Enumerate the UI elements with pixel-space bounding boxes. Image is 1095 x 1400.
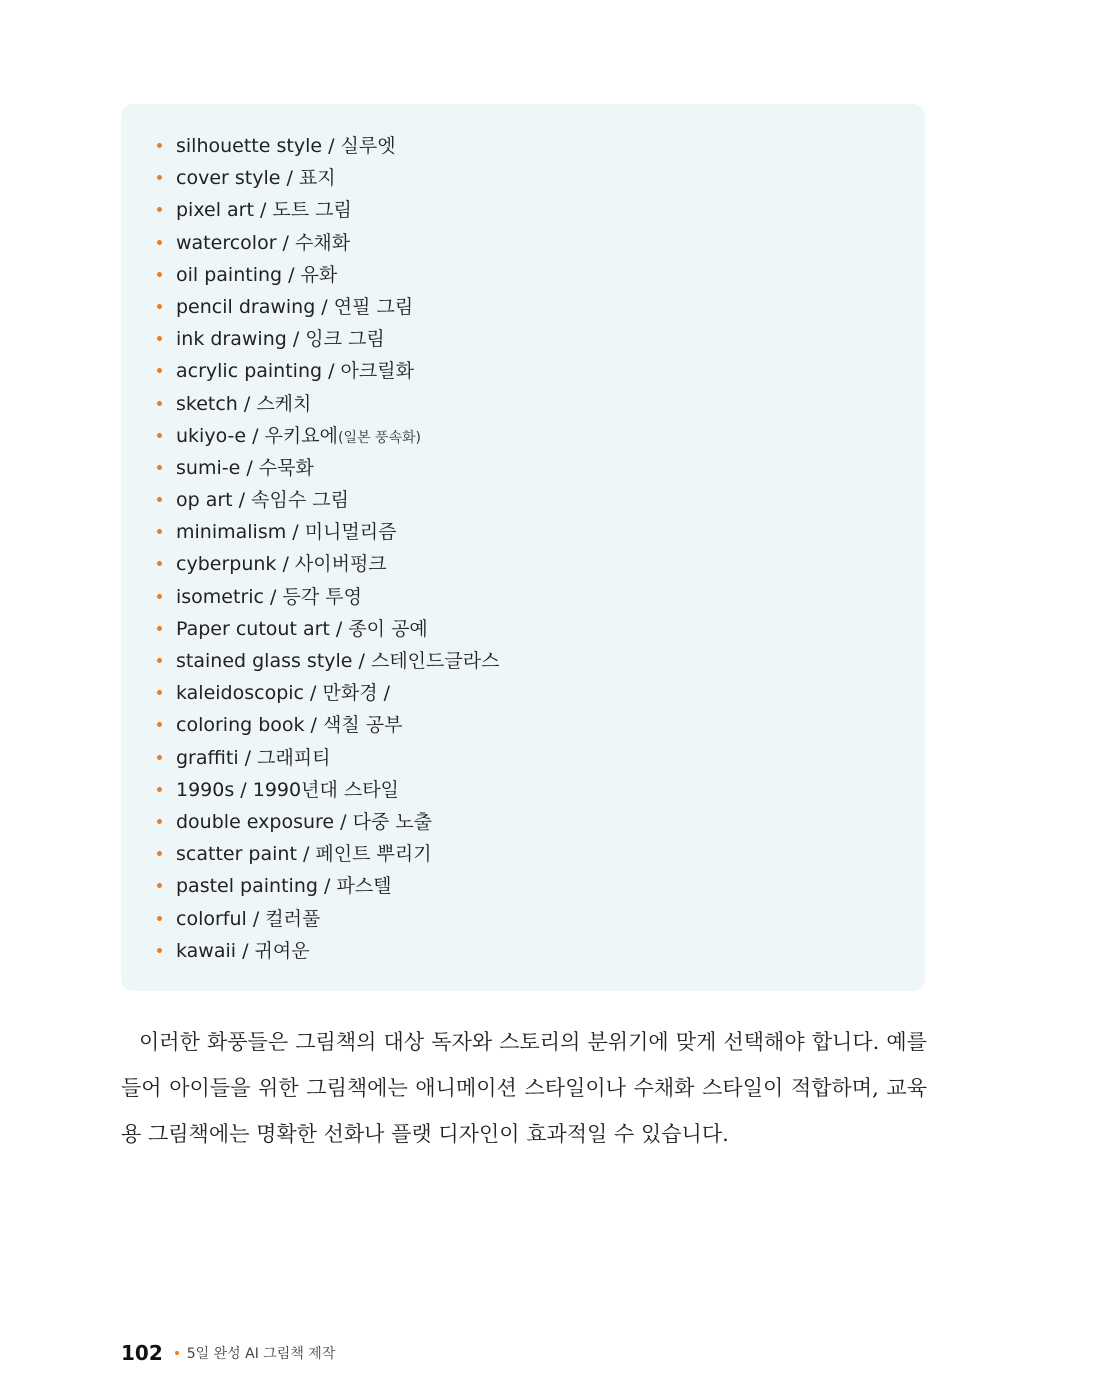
bullet-icon xyxy=(157,787,162,792)
list-item xyxy=(157,291,499,323)
list-item xyxy=(157,484,499,516)
bullet-icon xyxy=(157,368,162,373)
bullet-icon xyxy=(175,1351,179,1355)
list-item xyxy=(157,581,499,613)
list-item xyxy=(157,420,499,452)
bullet-icon xyxy=(157,175,162,180)
bullet-icon xyxy=(157,851,162,856)
bullet-icon xyxy=(157,819,162,824)
bullet-icon xyxy=(157,529,162,534)
bullet-icon xyxy=(157,594,162,599)
list-item-text: op art / 속임수 그림 xyxy=(176,489,349,512)
bullet-icon xyxy=(157,336,162,341)
list-item-text: oil painting / 유화 xyxy=(176,263,338,286)
list-item-text: colorful / 컬러풀 xyxy=(176,907,321,930)
list-item xyxy=(157,935,499,967)
list-item-text: ukiyo-e / 우키요에 xyxy=(176,424,338,447)
list-item xyxy=(157,516,499,548)
list-item-note: (일본 풍속화) xyxy=(338,429,421,446)
list-item xyxy=(157,870,499,902)
list-item xyxy=(157,130,499,162)
bullet-icon xyxy=(157,465,162,470)
list-item-text: ink drawing / 잉크 그림 xyxy=(176,328,385,351)
bullet-icon xyxy=(157,433,162,438)
list-item-text: watercolor / 수채화 xyxy=(176,231,351,254)
list-item-text: sketch / 스케치 xyxy=(176,392,312,415)
bullet-icon xyxy=(157,626,162,631)
list-item xyxy=(157,806,499,838)
list-item-text: kaleidoscopic / 만화경 / xyxy=(176,682,390,705)
list-item xyxy=(157,452,499,484)
bullet-icon xyxy=(157,916,162,921)
list-item xyxy=(157,227,499,259)
list-item xyxy=(157,677,499,709)
list-item-text: scatter paint / 페인트 뿌리기 xyxy=(176,843,432,866)
list-item xyxy=(157,355,499,387)
list-item xyxy=(157,613,499,645)
list-item-text: pencil drawing / 연필 그림 xyxy=(176,295,414,318)
list-item-text: sumi-e / 수묵화 xyxy=(176,456,314,479)
list-item-text: cyberpunk / 사이버펑크 xyxy=(176,553,387,576)
list-item xyxy=(157,548,499,580)
list-item-text: graffiti / 그래피티 xyxy=(176,746,331,769)
bullet-icon xyxy=(157,722,162,727)
list-item xyxy=(157,903,499,935)
bullet-icon xyxy=(157,240,162,245)
bullet-icon xyxy=(157,948,162,953)
bullet-icon xyxy=(157,883,162,888)
list-item-text: Paper cutout art / 종이 공예 xyxy=(176,617,428,640)
list-item xyxy=(157,774,499,806)
bullet-icon xyxy=(157,755,162,760)
list-item xyxy=(157,162,499,194)
body-paragraph: 이러한 화풍들은 그림책의 대상 독자와 스토리의 분위기에 맞게 선택해야 합니다. 예를 들어 아이들을 위한 그림책에는 애니메이션 스타일이나 수채화 스타일이 적합하며, 교육용 그림책에는 명확한 선화나 플랫 디자인이 효과적일 수 있습니다. xyxy=(121,1030,927,1146)
book-title: 5일 완성 AI 그림책 제작 xyxy=(186,1346,336,1362)
page-number: 102 xyxy=(121,1341,163,1365)
bullet-icon xyxy=(157,690,162,695)
bullet-icon xyxy=(157,304,162,309)
list-item-text: pastel painting / 파스텔 xyxy=(176,875,392,898)
bullet-icon xyxy=(157,561,162,566)
list-item-text: 1990s / 1990년대 스타일 xyxy=(176,778,399,801)
list-item-text: acrylic painting / 아크릴화 xyxy=(176,360,414,383)
list-item-text: silhouette style / 실루엣 xyxy=(176,135,396,157)
page-footer xyxy=(121,1341,335,1365)
bullet-icon xyxy=(157,497,162,502)
art-style-list-box xyxy=(121,104,925,991)
list-item xyxy=(157,742,499,774)
art-style-list xyxy=(157,130,499,967)
list-item-text: double exposure / 다중 노출 xyxy=(176,810,433,833)
bullet-icon xyxy=(157,401,162,406)
list-item xyxy=(157,259,499,291)
list-item-text: stained glass style / 스테인드글라스 xyxy=(176,650,500,672)
list-item xyxy=(157,194,499,226)
list-item-text: kawaii / 귀여운 xyxy=(176,939,310,962)
list-item-text: coloring book / 색칠 공부 xyxy=(176,714,403,737)
bullet-icon xyxy=(157,658,162,663)
list-item-text: isometric / 등각 투영 xyxy=(176,585,362,608)
list-item xyxy=(157,388,499,420)
list-item xyxy=(157,645,499,677)
bullet-icon xyxy=(157,207,162,212)
list-item xyxy=(157,838,499,870)
bullet-icon xyxy=(157,143,162,148)
bullet-icon xyxy=(157,272,162,277)
list-item xyxy=(157,323,499,355)
list-item-text: pixel art / 도트 그림 xyxy=(176,199,352,222)
list-item-text: cover style / 표지 xyxy=(176,167,336,190)
list-item xyxy=(157,709,499,741)
list-item-text: minimalism / 미니멀리즘 xyxy=(176,521,397,544)
